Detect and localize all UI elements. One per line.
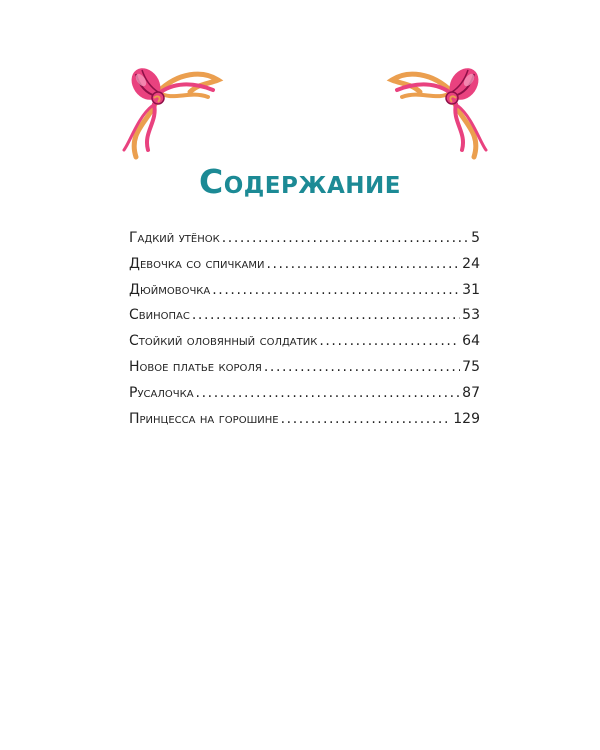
dot-leader	[192, 307, 460, 323]
toc-entry-page: 24	[462, 255, 480, 272]
toc-entry-title: Свинопас	[129, 307, 190, 324]
toc-entry-page: 75	[462, 358, 480, 375]
toc-entry-page: 5	[471, 230, 480, 246]
toc-entry-title: Русалочка	[129, 384, 194, 401]
dot-leader	[264, 359, 460, 375]
toc-entry-title: Дюймовочка	[129, 281, 211, 298]
toc-entry-title: Гадкий утёнок	[129, 230, 220, 246]
toc-entry	[129, 282, 480, 308]
table-of-contents	[129, 230, 480, 436]
toc-entry	[129, 230, 480, 256]
toc-entry	[129, 411, 480, 437]
toc-entry-page: 87	[462, 384, 480, 401]
toc-entry-page: 53	[462, 307, 480, 324]
dot-leader	[196, 385, 461, 401]
toc-entry-title: Принцесса на горошине	[129, 410, 279, 427]
toc-entry	[129, 256, 480, 282]
toc-entry-page: 129	[453, 410, 480, 427]
page-title: Содержание	[199, 162, 401, 202]
dot-leader	[319, 333, 460, 349]
dot-leader	[266, 256, 460, 272]
toc-entry-page: 64	[462, 333, 480, 350]
toc-entry-title: Новое платье короля	[129, 358, 262, 375]
dot-leader	[222, 230, 469, 246]
toc-entry-title: Девочка со спичками	[129, 255, 265, 272]
toc-entry-title: Стойкий оловянный солдатик	[129, 333, 318, 350]
ribbon-bow-icon	[118, 62, 228, 172]
toc-entry	[129, 385, 480, 411]
toc-entry	[129, 333, 480, 359]
dot-leader	[212, 282, 460, 298]
ribbon-bow-icon	[382, 62, 492, 172]
toc-entry	[129, 359, 480, 385]
toc-entry	[129, 307, 480, 333]
toc-entry-page: 31	[462, 281, 480, 298]
dot-leader	[281, 411, 452, 427]
